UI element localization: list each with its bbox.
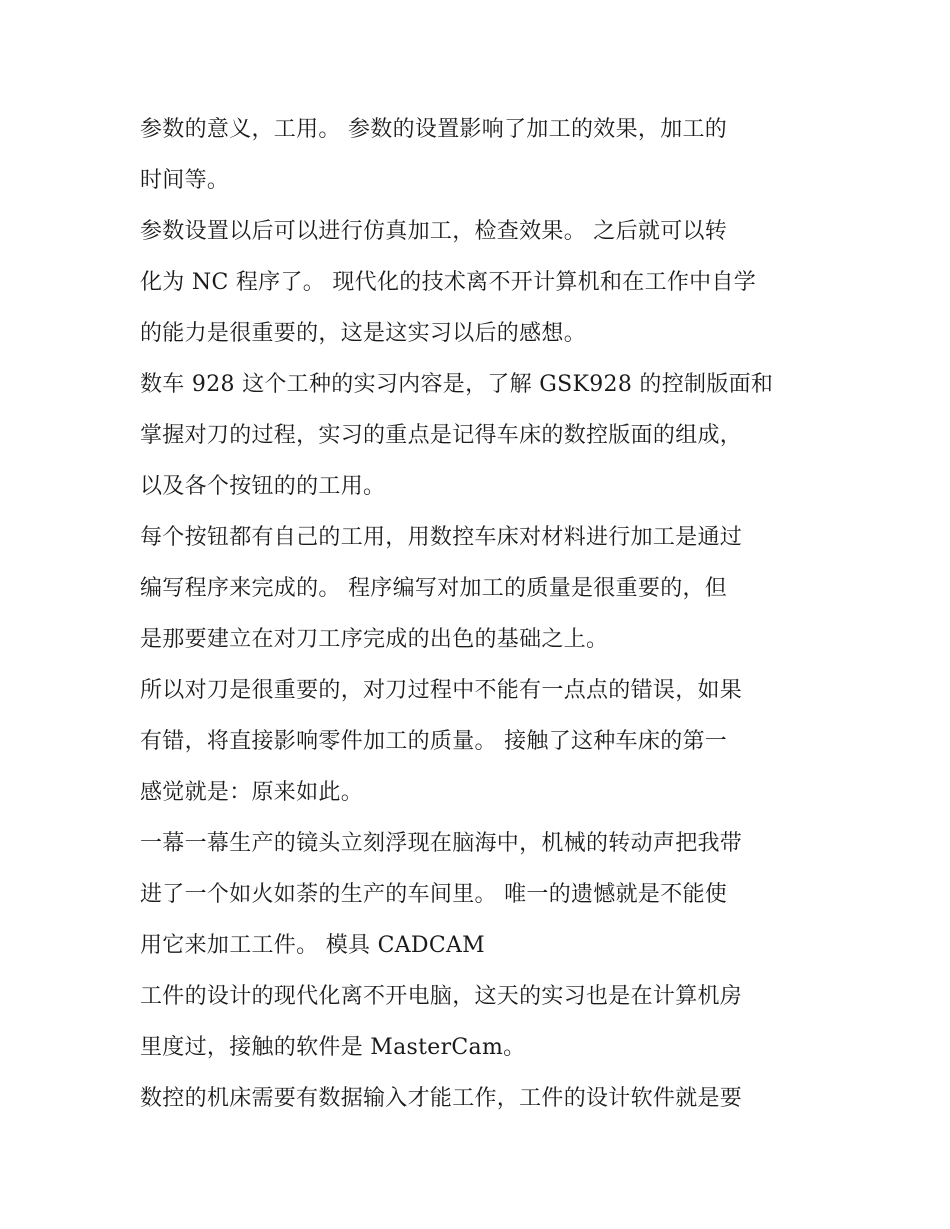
text-line: 以及各个按钮的的工用。: [140, 474, 386, 499]
text-line: 里度过，接触的软件是 MasterCam。: [140, 1035, 526, 1060]
text-line: 数车 928 这个工种的实习内容是，了解 GSK928 的控制版面和: [140, 372, 774, 397]
paragraph-3: [140, 359, 830, 512]
paragraph-6: [140, 818, 830, 971]
paragraph-5: [140, 665, 830, 818]
text-line: 所以对刀是很重要的，对刀过程中不能有一点点的错误，如果: [140, 678, 743, 703]
paragraph-2: [140, 206, 830, 359]
paragraph-8: [140, 1073, 830, 1124]
text-line: 编写程序来完成的。 程序编写对加工的质量是很重要的，但: [140, 576, 728, 601]
text-line: 有错，将直接影响零件加工的质量。 接触了这种车床的第一: [140, 729, 728, 754]
text-line: 参数设置以后可以进行仿真加工，检查效果。 之后就可以转: [140, 219, 728, 244]
document-body: [140, 104, 830, 1124]
text-line: 是那要建立在对刀工序完成的出色的基础之上。: [140, 627, 609, 652]
paragraph-4: [140, 512, 830, 665]
text-line: 用它来加工工件。 模具 CADCAM: [140, 933, 485, 958]
text-line: 参数的意义，工用。 参数的设置影响了加工的效果，加工的: [140, 117, 728, 142]
paragraph-1: [140, 104, 830, 206]
text-line: 数控的机床需要有数据输入才能工作，工件的设计软件就是要: [140, 1086, 743, 1111]
text-line: 感觉就是：原来如此。: [140, 780, 364, 805]
text-line: 的能力是很重要的，这是这实习以后的感想。: [140, 321, 587, 346]
paragraph-7: [140, 971, 830, 1073]
text-line: 时间等。: [140, 168, 230, 193]
text-line: 化为 NC 程序了。 现代化的技术离不开计算机和在工作中自学: [140, 270, 757, 295]
text-line: 进了一个如火如荼的生产的车间里。 唯一的遗憾就是不能使: [140, 882, 728, 907]
text-line: 一幕一幕生产的镜头立刻浮现在脑海中，机械的转动声把我带: [140, 831, 743, 856]
text-line: 每个按钮都有自己的工用，用数控车床对材料进行加工是通过: [140, 525, 743, 550]
text-line: 掌握对刀的过程，实习的重点是记得车床的数控版面的组成，: [140, 423, 743, 448]
text-line: 工件的设计的现代化离不开电脑，这天的实习也是在计算机房: [140, 984, 743, 1009]
